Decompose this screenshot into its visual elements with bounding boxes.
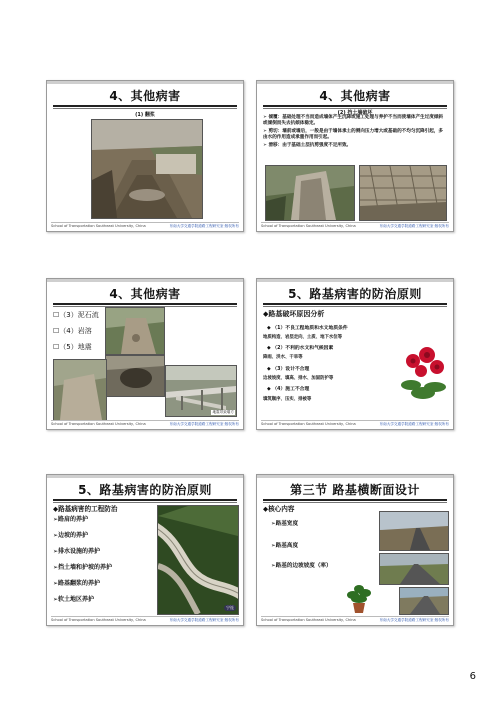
cause-line-3: ◆ （3）设计不合理: [267, 367, 310, 372]
karst-photo: [105, 355, 165, 397]
cause-detail-1: 地质构造、岩层走向、土质、地下水位等: [263, 335, 343, 340]
content-item-width: ➢路基宽度: [271, 521, 299, 527]
slide-title: 5、路基病害的防治原则: [78, 483, 212, 497]
prevention-item-drainage: ➢排水设施的养护: [53, 548, 101, 555]
earthquake-landslide-photo: [53, 359, 107, 421]
footer-left: School of Transportation Southeast University, China: [51, 618, 146, 622]
item-karst: ☐（4）岩溶: [53, 327, 92, 335]
slide-footer: [261, 222, 449, 229]
title-divider: [53, 303, 237, 305]
slide-subtitle: (2) 挡土墙破坏: [337, 110, 373, 116]
retaining-wall-photo-2: [359, 165, 447, 221]
section-heading: ◆核心内容: [263, 505, 295, 513]
footer-left: School of Transportation Southeast University, China: [51, 224, 146, 228]
frost-boiling-photo: [91, 119, 203, 219]
slide-footer: [51, 222, 239, 229]
slide-footer: [51, 420, 239, 427]
footer-right: 东南大学交通学院道路工程研究室·版权所有: [379, 224, 449, 228]
prevention-item-frost: ➢路基翻浆的养护: [53, 580, 101, 587]
section-heading: ◆路基破坏原因分析: [263, 310, 325, 318]
footer-right: 东南大学交通学院道路工程研究室·版权所有: [379, 422, 449, 426]
slide-footer: [261, 420, 449, 427]
section-heading: ◆路基病害的工程防治: [53, 505, 118, 513]
cause-detail-3: 边坡坡度、填高、排水、加固防护等: [263, 376, 334, 381]
content-item-slope: ➢路基的边坡坡度（率）: [271, 563, 332, 569]
footer-left: School of Transportation Southeast University, China: [51, 422, 146, 426]
slide-3: [46, 278, 244, 430]
bullet-overturning: ➢ 倾覆：基础处理不当而造成墙体产生沉降或施工处理与养护不当而使墙体产生过度倾斜或倾倒而失去抗倾体稳定。: [263, 115, 444, 127]
stamp-badge: 宁连: [226, 605, 234, 610]
footer-right: 东南大学交通学院道路工程研究室·版权所有: [169, 618, 239, 622]
prevention-item-shoulder: ➢路肩的养护: [53, 516, 89, 523]
content-item-height: ➢路基高度: [271, 543, 299, 549]
cause-detail-4: 填筑顺序、压实、排被等: [263, 397, 312, 402]
road-photo-3: [399, 587, 449, 615]
prevention-item-slope: ➢边坡的养护: [53, 532, 89, 539]
slide-1: [46, 80, 244, 232]
road-photo-1: [379, 511, 449, 551]
cause-line-1: ◆ （1）不良工程地质和水文地质条件: [267, 326, 348, 331]
photo-caption: 地震导致塌方: [212, 410, 234, 414]
highway-aerial-photo: [157, 505, 239, 615]
slide-title: 4、其他病害: [109, 287, 181, 301]
title-divider: [263, 499, 447, 501]
footer-right: 东南大学交通学院道路工程研究室·版权所有: [169, 224, 239, 228]
cause-detail-2: 降雨、洪水、干旱等: [263, 355, 303, 360]
road-photo-2: [379, 553, 449, 585]
title-divider: [263, 303, 447, 305]
footer-left: School of Transportation Southeast University, China: [261, 618, 356, 622]
slide-title: 5、路基病害的防治原则: [288, 287, 422, 301]
page-number: 6: [469, 671, 476, 682]
title-divider: [53, 499, 237, 501]
item-debris-flow: ☐（3）泥石流: [53, 311, 99, 319]
earthquake-bridge-photo: [165, 365, 237, 417]
flower-decoration: [397, 339, 449, 403]
bullet-shearing: ➢ 剪切：墙前或墙后，一般是由于墙体承土的侧向压力增大或基础的不均匀沉降引起，多由水的作用造成承重作用而引起。: [263, 129, 444, 141]
item-earthquake: ☐（5）地震: [53, 343, 92, 351]
slide-4: [256, 278, 454, 430]
cause-line-4: ◆ （4）施工不合理: [267, 387, 310, 392]
slide-title: 4、其他病害: [319, 89, 391, 103]
debris-flow-photo: [105, 307, 165, 355]
footer-left: School of Transportation Southeast University, China: [261, 224, 356, 228]
slide-5: [46, 474, 244, 626]
potted-plant-decoration: [345, 583, 373, 613]
slide-title: 第三节 路基横断面设计: [290, 483, 420, 497]
slide-6: [256, 474, 454, 626]
slide-title: 4、其他病害: [109, 89, 181, 103]
footer-right: 东南大学交通学院道路工程研究室·版权所有: [379, 618, 449, 622]
bullet-sliding: ➢ 滑移：由于基础土层抗剪强度不足所致。: [263, 143, 352, 148]
prevention-item-softsoil: ➢软土地区养护: [53, 596, 95, 603]
retaining-wall-photo-1: [265, 165, 355, 221]
slide-footer: [261, 616, 449, 623]
slide-subtitle: (1) 翻浆: [135, 112, 155, 118]
slide-2: [256, 80, 454, 232]
footer-right: 东南大学交通学院道路工程研究室·版权所有: [169, 422, 239, 426]
title-divider: [263, 105, 447, 107]
cause-line-2: ◆ （2）不利的水文和气候因素: [267, 346, 334, 351]
title-divider: [53, 105, 237, 107]
footer-left: School of Transportation Southeast University, China: [261, 422, 356, 426]
slide-footer: [51, 616, 239, 623]
prevention-item-retaining: ➢挡土墙和护坡的养护: [53, 564, 113, 571]
